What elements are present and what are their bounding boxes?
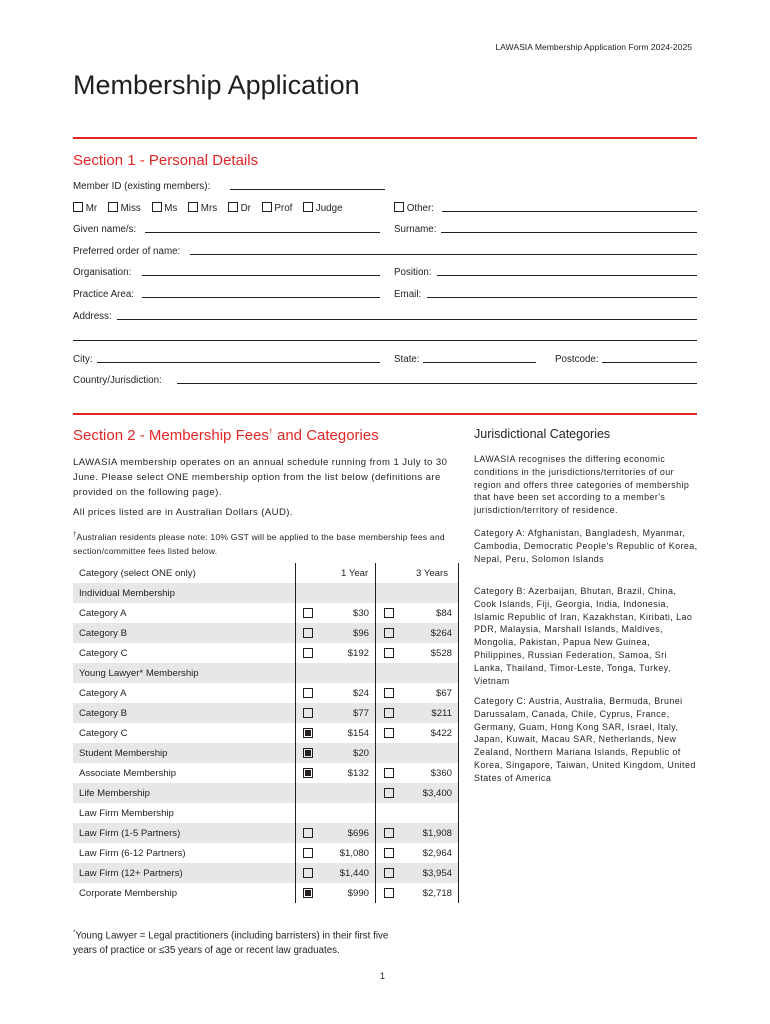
jurisdictional-intro: LAWASIA recognises the differing economic conditions in the jurisdictions/territories of our region and offers three categories of membership that have been set according to a member's jurisdiction/territory of residence. bbox=[474, 454, 690, 516]
member-id-label: Member ID (existing members): bbox=[73, 181, 211, 192]
organisation-label: Organisation: bbox=[73, 267, 132, 278]
3years-checkbox[interactable] bbox=[384, 828, 394, 838]
title-other-group bbox=[394, 202, 434, 214]
3years-price: $3,954 bbox=[422, 868, 452, 879]
3years-price: $264 bbox=[430, 628, 452, 639]
row-label: Law Firm (12+ Partners) bbox=[79, 868, 183, 879]
1year-price: $96 bbox=[352, 628, 369, 639]
row-label: Law Firm (6-12 Partners) bbox=[79, 848, 186, 859]
table-row bbox=[73, 763, 458, 783]
1year-price: $154 bbox=[347, 728, 369, 739]
1year-price: $990 bbox=[347, 888, 369, 899]
1year-price: $192 bbox=[347, 648, 369, 659]
table-header-row bbox=[73, 563, 458, 583]
table-row bbox=[73, 743, 458, 763]
state-label: State: bbox=[394, 354, 420, 365]
title-mrs-label: Mrs bbox=[200, 203, 218, 214]
3years-price: $360 bbox=[430, 768, 452, 779]
address-field-line2[interactable] bbox=[73, 340, 697, 341]
3years-checkbox[interactable] bbox=[384, 728, 394, 738]
row-label: Student Membership bbox=[79, 748, 168, 759]
postcode-field[interactable] bbox=[602, 362, 697, 363]
1year-price: $24 bbox=[352, 688, 369, 699]
1year-checkbox[interactable] bbox=[303, 748, 313, 758]
3years-price: $67 bbox=[435, 688, 452, 699]
title-other-field[interactable] bbox=[442, 211, 697, 212]
given-name-label: Given name/s: bbox=[73, 224, 137, 235]
3years-price: $422 bbox=[430, 728, 452, 739]
3years-checkbox[interactable] bbox=[384, 688, 394, 698]
1year-checkbox[interactable] bbox=[303, 728, 313, 738]
1year-checkbox[interactable] bbox=[303, 688, 313, 698]
table-row bbox=[73, 623, 458, 643]
section1-divider bbox=[73, 137, 697, 139]
row-label: Young Lawyer* Membership bbox=[79, 668, 199, 679]
row-label: Individual Membership bbox=[79, 588, 175, 599]
organisation-field[interactable] bbox=[142, 275, 380, 276]
gst-note bbox=[73, 528, 465, 558]
title-prof-checkbox[interactable] bbox=[262, 202, 272, 212]
1year-checkbox[interactable] bbox=[303, 608, 313, 618]
title-other-label: Other: bbox=[406, 203, 434, 214]
title-mr-checkbox[interactable] bbox=[73, 202, 83, 212]
1year-checkbox[interactable] bbox=[303, 628, 313, 638]
section2-heading-text: Section 2 - Membership Fees bbox=[73, 427, 269, 444]
country-label: Country/Jurisdiction: bbox=[73, 375, 162, 386]
title-ms-checkbox[interactable] bbox=[152, 202, 162, 212]
footnote-line2: years of practice or ≤35 years of age or recent law graduates. bbox=[73, 945, 340, 957]
position-label: Position: bbox=[394, 267, 432, 278]
col-3years-header: 3 Years bbox=[416, 568, 449, 579]
3years-checkbox[interactable] bbox=[384, 608, 394, 618]
1year-price: $132 bbox=[347, 768, 369, 779]
currency-note: All prices listed are in Australian Dollars (AUD). bbox=[73, 507, 293, 518]
page-title: Membership Application bbox=[73, 70, 360, 100]
jurisdiction-category-b: Category B: Azerbaijan, Bhutan, Brazil, China, Cook Islands, Fiji, Georgia, India, Indonesia, Islamic Republic of Iran, Kazakhstan, Kiribati, Lao PDR, Malaysia, Marshall Islands, Maldives, Mongolia, Pakistan, Papua New Guinea, Philippines, Russian Federation, Samoa, Sri Lanka, Thailand, Timor-Leste, Tonga, Turkey, Vietnam bbox=[474, 586, 693, 686]
1year-price: $77 bbox=[352, 708, 369, 719]
3years-checkbox[interactable] bbox=[384, 868, 394, 878]
table-group-row bbox=[73, 583, 458, 603]
surname-label: Surname: bbox=[394, 224, 437, 235]
title-dr-label: Dr bbox=[240, 203, 251, 214]
row-label: Category C bbox=[79, 728, 128, 739]
3years-price: $528 bbox=[430, 648, 452, 659]
country-field[interactable] bbox=[177, 383, 697, 384]
footnote-line1: Young Lawyer = Legal practitioners (including barristers) in their first five bbox=[75, 930, 389, 942]
title-judge-label: Judge bbox=[315, 203, 343, 214]
col-1year-header: 1 Year bbox=[341, 568, 369, 579]
row-label: Corporate Membership bbox=[79, 888, 178, 899]
practice-area-field[interactable] bbox=[142, 297, 380, 298]
3years-price: $2,964 bbox=[422, 848, 452, 859]
table-group-row bbox=[73, 803, 458, 823]
3years-price: $3,400 bbox=[422, 788, 452, 799]
3years-price: $1,908 bbox=[422, 828, 452, 839]
section2-heading-suffix: and Categories bbox=[272, 427, 379, 444]
3years-checkbox[interactable] bbox=[384, 848, 394, 858]
jurisdictional-heading: Jurisdictional Categories bbox=[474, 427, 611, 441]
col-category-header: Category (select ONE only) bbox=[79, 568, 196, 579]
row-label: Category B bbox=[79, 628, 127, 639]
title-mr-label: Mr bbox=[85, 203, 98, 214]
title-dr-checkbox[interactable] bbox=[228, 202, 238, 212]
address-label: Address: bbox=[73, 311, 112, 322]
member-id-field[interactable] bbox=[230, 189, 385, 190]
1year-checkbox[interactable] bbox=[303, 888, 313, 898]
row-label: Life Membership bbox=[79, 788, 150, 799]
section2-heading-dagger: † bbox=[268, 429, 273, 436]
membership-intro: LAWASIA membership operates on an annual schedule running from 1 July to 30 June. Please select ONE membership option from the list below (definitions are provided on the following page). bbox=[73, 457, 448, 498]
table-row bbox=[73, 883, 458, 903]
title-mrs-checkbox[interactable] bbox=[188, 202, 198, 212]
title-miss-label: Miss bbox=[120, 203, 141, 214]
1year-price: $696 bbox=[347, 828, 369, 839]
3years-price: $84 bbox=[435, 608, 452, 619]
table-row bbox=[73, 723, 458, 743]
table-row bbox=[73, 643, 458, 663]
1year-price: $1,440 bbox=[339, 868, 369, 879]
3years-checkbox[interactable] bbox=[384, 888, 394, 898]
form-header: LAWASIA Membership Application Form 2024-2025 bbox=[495, 42, 692, 52]
table-row bbox=[73, 683, 458, 703]
row-label: Law Firm (1-5 Partners) bbox=[79, 828, 181, 839]
preferred-name-label: Preferred order of name: bbox=[73, 246, 181, 257]
title-judge-checkbox[interactable] bbox=[303, 202, 313, 212]
title-other-checkbox[interactable] bbox=[394, 202, 404, 212]
1year-checkbox[interactable] bbox=[303, 828, 313, 838]
title-ms-label: Ms bbox=[164, 203, 178, 214]
1year-price: $30 bbox=[352, 608, 369, 619]
table-row bbox=[73, 843, 458, 863]
1year-checkbox[interactable] bbox=[303, 708, 313, 718]
given-name-field[interactable] bbox=[145, 232, 380, 233]
3years-price: $211 bbox=[431, 708, 452, 719]
row-label: Category C bbox=[79, 648, 128, 659]
table-row bbox=[73, 783, 458, 803]
1year-checkbox[interactable] bbox=[303, 848, 313, 858]
table-row bbox=[73, 603, 458, 623]
3years-checkbox[interactable] bbox=[384, 788, 394, 798]
1year-price: $20 bbox=[352, 748, 369, 759]
3years-checkbox[interactable] bbox=[384, 648, 394, 658]
footnote-asterisk: * bbox=[73, 930, 76, 936]
3years-checkbox[interactable] bbox=[384, 708, 394, 718]
gst-note-text: Australian residents please note: 10% GST will be applied to the base membership fees and section/committee fees listed below. bbox=[73, 531, 445, 556]
title-miss-checkbox[interactable] bbox=[108, 202, 118, 212]
practice-area-label: Practice Area: bbox=[73, 289, 134, 300]
city-field[interactable] bbox=[97, 362, 380, 363]
email-label: Email: bbox=[394, 289, 422, 300]
table-group-row bbox=[73, 663, 458, 683]
1year-checkbox[interactable] bbox=[303, 768, 313, 778]
section2-divider bbox=[73, 413, 697, 415]
jurisdiction-category-c: Category C: Austria, Australia, Bermuda, Brunei Darussalam, Canada, Chile, Cyprus, France, Germany, Guam, Hong Kong SAR, Israel, Italy, Japan, Kuwait, Macau SAR, Netherlands, New Zealand, Northern Mariana Islands, Republic of Korea, Singapore, Taiwan, United Kingdom, United States of America bbox=[474, 696, 696, 783]
title-prof-label: Prof bbox=[274, 203, 293, 214]
table-row bbox=[73, 863, 458, 883]
position-field[interactable] bbox=[437, 275, 697, 276]
row-label: Law Firm Membership bbox=[79, 808, 174, 819]
section2-heading bbox=[73, 427, 379, 444]
state-field[interactable] bbox=[423, 362, 536, 363]
postcode-label: Postcode: bbox=[555, 354, 599, 365]
address-field-line1[interactable] bbox=[117, 319, 697, 320]
jurisdiction-category-a: Category A: Afghanistan, Bangladesh, Myanmar, Cambodia, Democratic People's Republic of Korea, Nepal, Peru, Solomon Islands bbox=[474, 528, 698, 564]
row-label: Category A bbox=[79, 608, 127, 619]
1year-price: $1,080 bbox=[339, 848, 369, 859]
email-field[interactable] bbox=[427, 297, 697, 298]
row-label: Category A bbox=[79, 688, 127, 699]
3years-checkbox[interactable] bbox=[384, 628, 394, 638]
surname-field[interactable] bbox=[441, 232, 697, 233]
young-lawyer-footnote bbox=[73, 926, 388, 958]
1year-checkbox[interactable] bbox=[303, 648, 313, 658]
table-row bbox=[73, 823, 458, 843]
1year-checkbox[interactable] bbox=[303, 868, 313, 878]
table-row bbox=[73, 703, 458, 723]
page-number: 1 bbox=[380, 971, 386, 981]
3years-checkbox[interactable] bbox=[384, 768, 394, 778]
preferred-name-field[interactable] bbox=[190, 254, 697, 255]
section1-heading: Section 1 - Personal Details bbox=[73, 152, 259, 169]
row-label: Associate Membership bbox=[79, 768, 177, 779]
city-label: City: bbox=[73, 354, 93, 365]
3years-price: $2,718 bbox=[422, 888, 452, 899]
title-options bbox=[73, 202, 351, 214]
gst-note-dagger: † bbox=[73, 532, 77, 538]
row-label: Category B bbox=[79, 708, 127, 719]
